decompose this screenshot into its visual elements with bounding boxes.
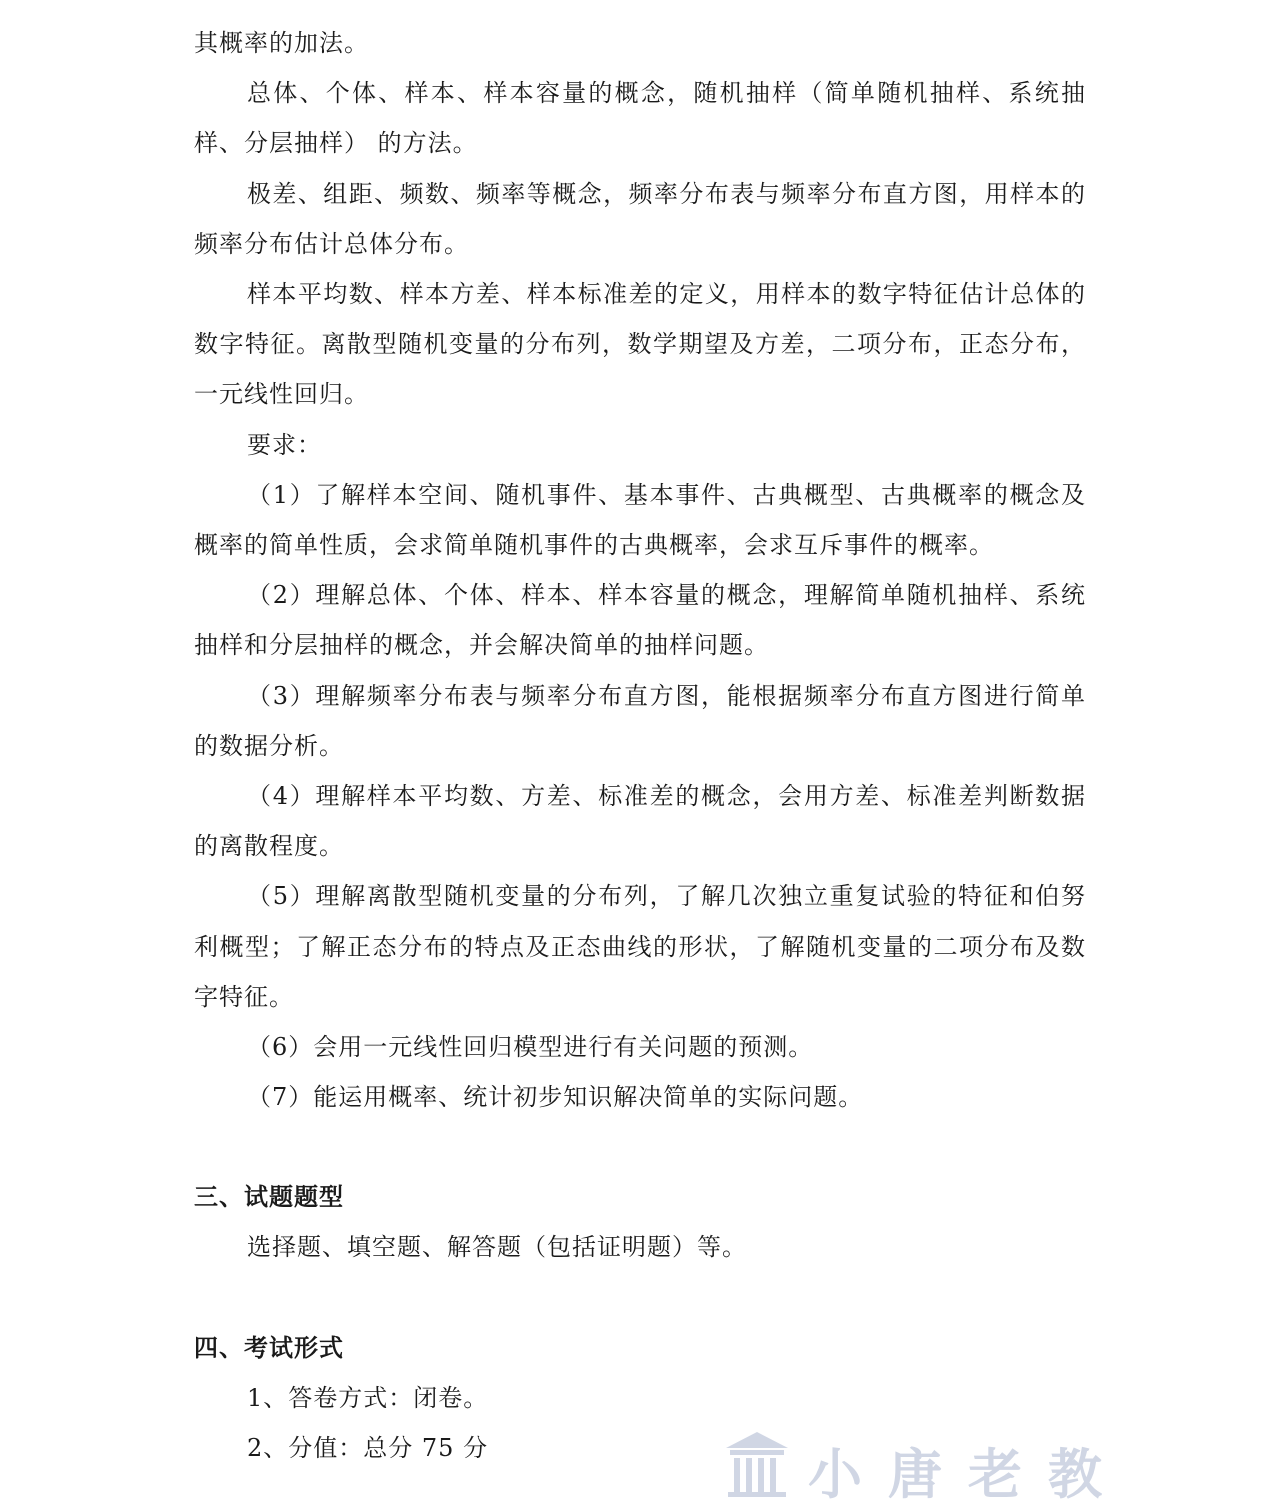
requirement-item-4: （4）理解样本平均数、方差、标准差的概念，会用方差、标准差判断数据的离散程度。 [194, 782, 1086, 861]
requirement-item-5: （5）理解离散型随机变量的分布列，了解几次独立重复试验的特征和伯努利概型；了解正态分布的特点及正态曲线的形状，了解随机变量的二项分布及数字特征。 [194, 882, 1086, 1011]
watermark [722, 1428, 1128, 1508]
requirements-label: 要求： [247, 430, 322, 459]
watermark-text: 小唐老教 [808, 1442, 1128, 1506]
document-page [194, 18, 1086, 1473]
requirement-item-1: （1）了解样本空间、随机事件、基本事件、古典概型、古典概率的概念及概率的简单性质，会求简单随机事件的古典概率，会求互斥事件的概率。 [194, 480, 1086, 560]
section-spacer [194, 1122, 1086, 1172]
section-4-item-2: 2、分值：总分 75 分 [247, 1433, 489, 1462]
requirement-item-2: （2）理解总体、个体、样本、样本容量的概念，理解简单随机抽样、系统抽样和分层抽样的概念，并会解决简单的抽样问题。 [194, 581, 1086, 660]
paragraph-intro-tail: 其概率的加法。 [194, 29, 369, 57]
requirement-item-6: （6）会用一元线性回归模型进行有关问题的预测。 [247, 1033, 814, 1062]
requirement-item-3: （3）理解频率分布表与频率分布直方图，能根据频率分布直方图进行简单的数据分析。 [194, 681, 1086, 760]
paragraph-statistics: 样本平均数、样本方差、样本标准差的定义，用样本的数字特征估计总体的数字特征。离散型随机变量的分布列，数学期望及方差，二项分布，正态分布，一元线性回归。 [194, 280, 1086, 409]
paragraph-frequency: 极差、组距、频数、频率等概念，频率分布表与频率分布直方图，用样本的频率分布估计总体分布。 [194, 179, 1086, 258]
section-3-body: 选择题、填空题、解答题（包括证明题）等。 [247, 1233, 747, 1262]
library-building-icon [722, 1428, 792, 1498]
section-4-heading: 四、考试形式 [194, 1333, 344, 1362]
section-4-item-1: 1、答卷方式：闭卷。 [247, 1383, 489, 1412]
section-spacer [194, 1273, 1086, 1323]
requirement-item-7: （7）能运用概率、统计初步知识解决简单的实际问题。 [247, 1083, 864, 1112]
paragraph-sampling: 总体、个体、样本、样本容量的概念，随机抽样（简单随机抽样、系统抽样、分层抽样） 的方法。 [194, 79, 1086, 158]
section-3-heading: 三、试题题型 [194, 1183, 344, 1212]
